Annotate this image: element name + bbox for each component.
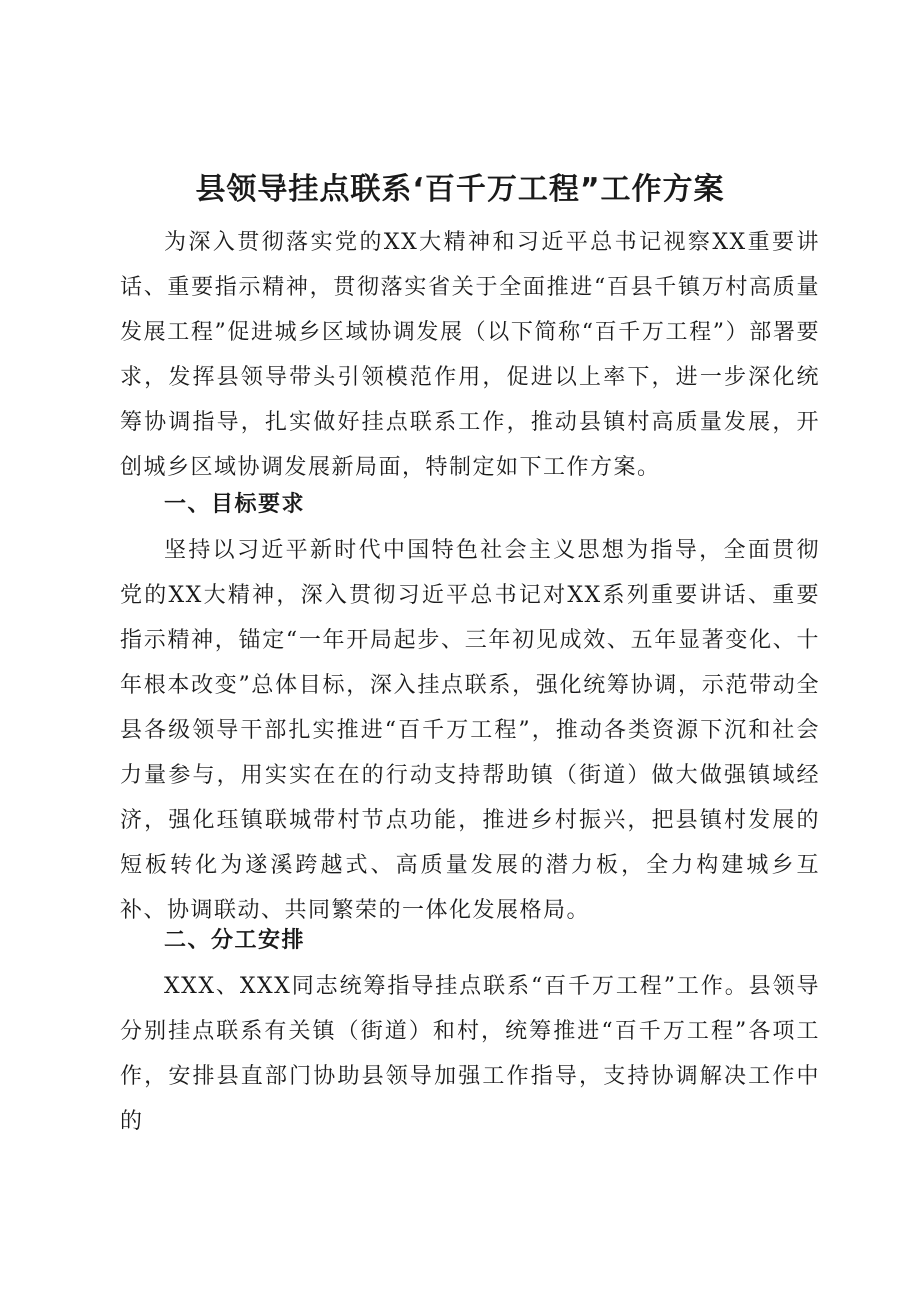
- intro-paragraph: 为深入贯彻落实党的XX大精神和习近平总书记视察XX重要讲话、重要指示精神，贯彻落实省关于全面推进“百县千镇万村高质量发展工程”促进城乡区域协调发展（以下简称“百千万工程”）部署要求，发挥县领导带头引领模范作用，促进以上率下，进一步深化统筹协调指导，扎实做好挂点联系工作，推动县镇村高质量发展，开创城乡区域协调发展新局面，特制定如下工作方案。: [120, 230, 820, 480]
- goals-paragraph: 坚持以习近平新时代中国特色社会主义思想为指导，全面贯彻党的XX大精神，深入贯彻习近平总书记对XX系列重要讲话、重要指示精神，锚定“一年开局起步、三年初见成效、五年显著变化、十年根本改变”总体目标，深入挂点联系，强化统筹协调，示范带动全县各级领导干部扎实推进“百千万工程”，推动各类资源下沉和社会力量参与，用实实在在的行动支持帮助镇（街道）做大做强镇域经济，强化珏镇联城带村节点功能，推进乡村振兴，把县镇村发展的短板转化为遂溪跨越式、高质量发展的潜力板，全力构建城乡互补、协调联动、共同繁荣的一体化发展格局。: [120, 538, 820, 923]
- section-heading-assignment: 二、分工安排: [164, 928, 306, 953]
- section-heading-goals: 一、目标要求: [164, 492, 306, 517]
- document-title: 县领导挂点联系‘百千万工程”工作方案: [195, 172, 725, 207]
- assignment-paragraph: XXX、XXX同志统筹指导挂点联系“百千万工程”工作。县领导分别挂点联系有关镇（街道）和村，统筹推进“百千万工程”各项工作，安排县直部门协助县领导加强工作指导，支持协调解决工作中的: [120, 974, 820, 1134]
